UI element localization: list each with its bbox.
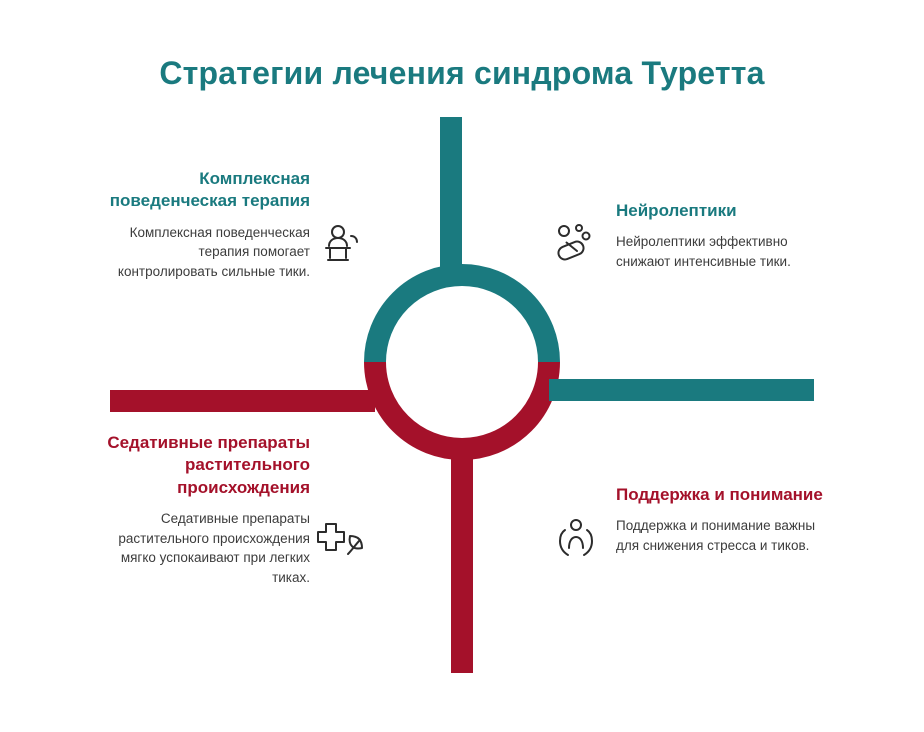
quadrant-cbt-body: Комплексная поведенческая терапия помогает контролировать сильные тики. — [117, 224, 310, 279]
quadrant-neuroleptics-heading: Нейролептики — [616, 201, 737, 220]
quadrant-sedative-heading: Седативные препараты растительного происхождения — [107, 433, 310, 497]
pills-capsule-icon — [552, 222, 598, 268]
arc-bottom-left — [375, 362, 462, 449]
page-title: Стратегии лечения синдрома Туретта — [159, 55, 765, 91]
quadrant-cbt-heading: Комплексная поведенческая терапия — [109, 169, 310, 211]
quadrant-neuroleptics-body: Нейролептики эффективно снижают интенсивные тики. — [616, 234, 791, 269]
quadrant-support-body: Поддержка и понимание важны для снижения стресса и тиков. — [616, 518, 816, 553]
quadrant-cbt — [108, 168, 310, 282]
quadrant-support — [616, 484, 832, 556]
hands-person-support-icon — [552, 516, 600, 562]
arc-top-left — [375, 275, 462, 362]
quadrant-support-heading: Поддержка и понимание — [616, 485, 823, 504]
arc-bottom-right — [462, 362, 549, 449]
quadrant-sedative-body: Седативные препараты растительного происхождения мягко успокаивают при легких тиках. — [118, 511, 310, 585]
person-therapy-icon — [318, 224, 362, 270]
quadrant-sedative — [104, 432, 310, 588]
medical-cross-leaf-icon — [312, 518, 368, 566]
quadrant-neuroleptics — [616, 200, 826, 272]
arc-top-right — [462, 275, 549, 362]
